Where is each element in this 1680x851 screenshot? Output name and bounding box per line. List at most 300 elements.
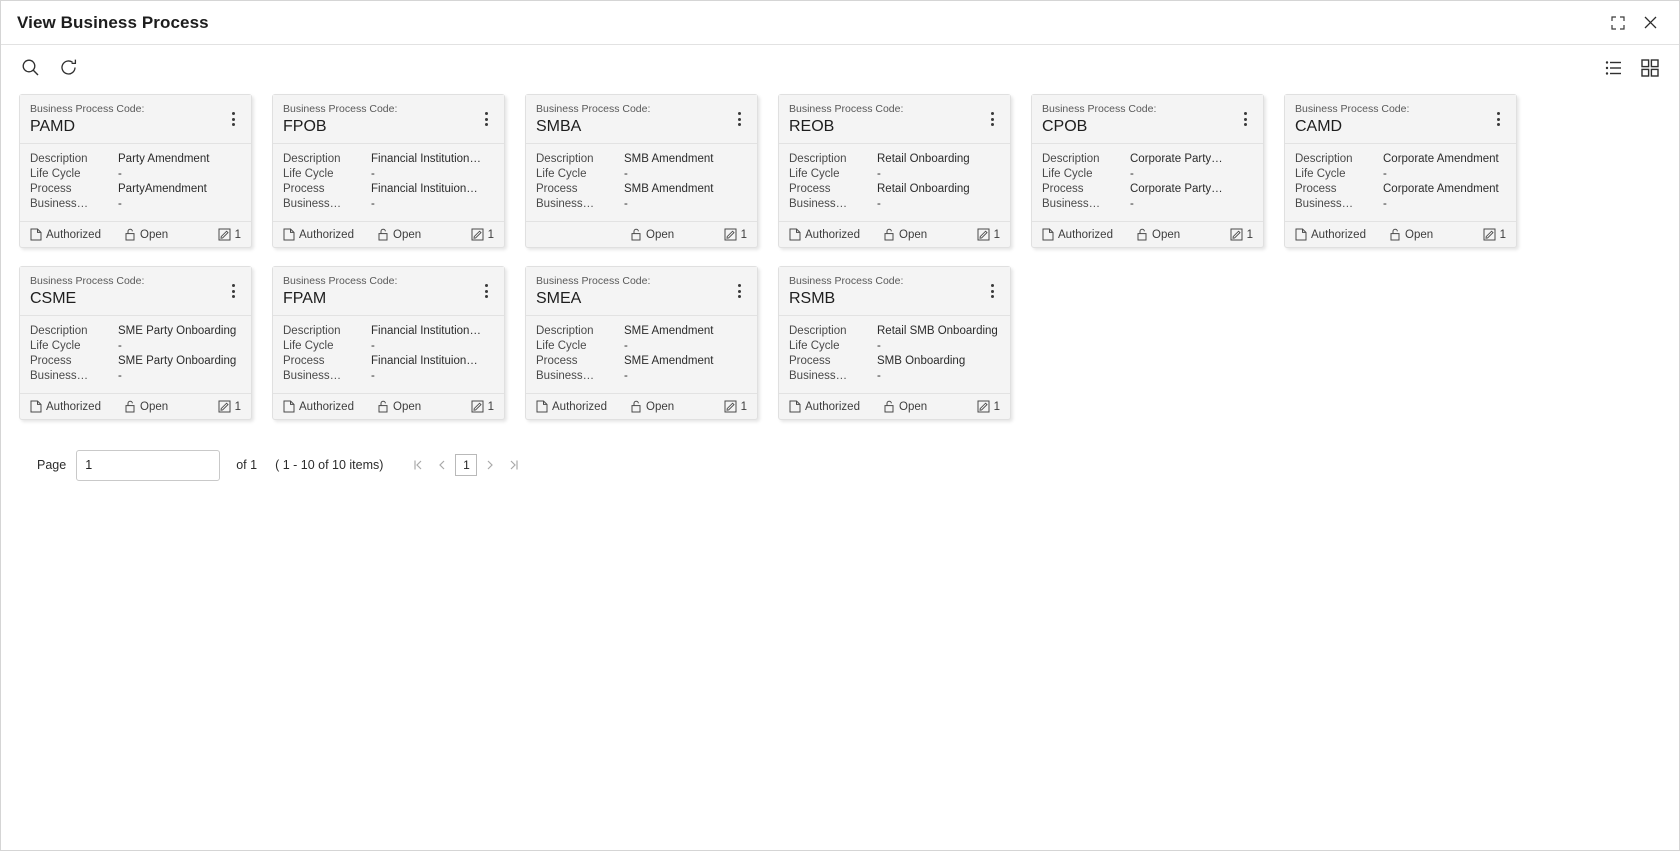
- field-label: Process: [536, 355, 578, 367]
- document-icon: [789, 228, 801, 241]
- card-field-description: [789, 324, 1000, 339]
- field-label: Description: [1295, 153, 1353, 165]
- card-menu-icon[interactable]: [984, 106, 1000, 132]
- card-field-description: [283, 324, 494, 339]
- page-number-1[interactable]: 1: [455, 454, 477, 476]
- field-value: SMB Amendment: [624, 153, 714, 165]
- field-label: Business…: [789, 198, 848, 210]
- card-body: [1285, 144, 1516, 222]
- card-code-value: CSME: [30, 290, 77, 307]
- card-field-description: [789, 152, 1000, 167]
- card-code-value: FPAM: [283, 290, 327, 307]
- record-state: [120, 400, 212, 413]
- card-field-life-cycle: [789, 167, 1000, 182]
- field-label: Process: [1295, 183, 1337, 195]
- field-label: Process: [789, 355, 831, 367]
- card-field-description: [30, 324, 241, 339]
- modification-count: [1483, 228, 1506, 241]
- card-header-texts: [536, 102, 731, 137]
- edit-icon: [724, 400, 737, 413]
- items-count-label: ( 1 - 10 of 10 items): [275, 458, 384, 472]
- field-label: Business…: [283, 370, 342, 382]
- document-icon: [30, 400, 42, 413]
- field-value: Corporate Amendment: [1383, 183, 1499, 195]
- field-label: Life Cycle: [30, 340, 81, 352]
- unlock-icon: [1389, 228, 1401, 241]
- card-code-label: Business Process Code:: [283, 275, 398, 287]
- field-value: Corporate Party…: [1130, 153, 1223, 165]
- card-code-label: Business Process Code:: [30, 275, 145, 287]
- window-titlebar: [1, 1, 1679, 45]
- card-header: [273, 95, 504, 144]
- card-field-business: [536, 369, 747, 384]
- field-label: Description: [1042, 153, 1100, 165]
- field-label: Description: [789, 153, 847, 165]
- mod-count-label: 1: [993, 228, 1000, 241]
- record-state: [1385, 228, 1477, 241]
- card-footer: [779, 222, 1010, 247]
- card-field-description: [536, 152, 747, 167]
- page-total-label: of 1: [236, 458, 258, 472]
- card-field-business: [1295, 197, 1506, 212]
- page-input[interactable]: [76, 450, 220, 481]
- card-code-value: FPOB: [283, 118, 327, 135]
- status-badge: [30, 400, 114, 413]
- grid-view-icon[interactable]: [1639, 57, 1661, 79]
- modification-count: [724, 228, 747, 241]
- field-value: -: [1383, 168, 1387, 180]
- field-value: -: [624, 168, 628, 180]
- edit-icon: [471, 400, 484, 413]
- status-badge: [283, 228, 367, 241]
- document-icon: [283, 400, 295, 413]
- field-value: Retail SMB Onboarding: [877, 325, 998, 337]
- business-process-card[interactable]: [19, 266, 252, 420]
- card-body: [779, 316, 1010, 394]
- toolbar-right-group: [1603, 57, 1661, 79]
- field-value: SME Party Onboarding: [118, 325, 237, 337]
- card-code-value: SMEA: [536, 290, 582, 307]
- card-header-texts: [30, 274, 225, 309]
- field-value: -: [371, 370, 375, 382]
- card-field-process: [1295, 182, 1506, 197]
- mod-count-label: 1: [740, 400, 747, 413]
- card-header-texts: [1042, 102, 1237, 137]
- card-header: [1032, 95, 1263, 144]
- edit-icon: [724, 228, 737, 241]
- card-field-life-cycle: [1042, 167, 1253, 182]
- card-footer: [526, 222, 757, 247]
- card-header-texts: [1295, 102, 1490, 137]
- edit-icon: [471, 228, 484, 241]
- status-badge: [789, 228, 873, 241]
- card-header: [526, 95, 757, 144]
- status-label: Authorized: [299, 228, 354, 241]
- next-page-icon[interactable]: [479, 454, 501, 476]
- document-icon: [1295, 228, 1307, 241]
- field-value: PartyAmendment: [118, 183, 207, 195]
- field-value: -: [371, 198, 375, 210]
- field-value: -: [118, 340, 122, 352]
- field-value: Financial Instituion…: [371, 355, 478, 367]
- card-field-business: [283, 197, 494, 212]
- field-label: Business…: [30, 370, 89, 382]
- field-label: Life Cycle: [1295, 168, 1346, 180]
- business-process-card[interactable]: [19, 94, 252, 248]
- field-value: Corporate Party…: [1130, 183, 1223, 195]
- modification-count: [1230, 228, 1253, 241]
- unlock-icon: [377, 228, 389, 241]
- status-label: Authorized: [805, 400, 860, 413]
- card-menu-icon[interactable]: [1237, 106, 1253, 132]
- field-value: -: [877, 198, 881, 210]
- card-field-description: [30, 152, 241, 167]
- card-code-label: Business Process Code:: [283, 103, 398, 115]
- card-field-description: [1042, 152, 1253, 167]
- card-header: [526, 267, 757, 316]
- card-code-value: REOB: [789, 118, 835, 135]
- unlock-icon: [124, 228, 136, 241]
- edit-icon: [218, 228, 231, 241]
- state-label: Open: [899, 400, 928, 413]
- unlock-icon: [1136, 228, 1148, 241]
- field-value: -: [624, 370, 628, 382]
- status-label: Authorized: [299, 400, 354, 413]
- card-code-label: Business Process Code:: [536, 275, 651, 287]
- card-body: [20, 144, 251, 222]
- restore-icon[interactable]: [1605, 10, 1631, 36]
- state-label: Open: [393, 228, 422, 241]
- card-header: [779, 267, 1010, 316]
- card-footer: [273, 222, 504, 247]
- field-value: -: [877, 370, 881, 382]
- modification-count: [471, 400, 494, 413]
- field-label: Business…: [536, 370, 595, 382]
- card-body: [273, 316, 504, 394]
- card-code-label: Business Process Code:: [789, 275, 904, 287]
- card-code-label: Business Process Code:: [30, 103, 145, 115]
- status-badge: [1042, 228, 1126, 241]
- card-field-life-cycle: [30, 339, 241, 354]
- card-code-value: RSMB: [789, 290, 836, 307]
- card-footer: [273, 394, 504, 419]
- card-code-label: Business Process Code:: [536, 103, 651, 115]
- card-menu-icon[interactable]: [1490, 106, 1506, 132]
- search-icon[interactable]: [19, 57, 41, 79]
- field-value: -: [1130, 198, 1134, 210]
- field-label: Description: [283, 325, 341, 337]
- field-label: Description: [30, 153, 88, 165]
- card-field-business: [789, 197, 1000, 212]
- modification-count: [218, 400, 241, 413]
- card-body: [526, 316, 757, 394]
- status-badge: [283, 400, 367, 413]
- card-field-business: [536, 197, 747, 212]
- edit-icon: [218, 400, 231, 413]
- field-label: Process: [789, 183, 831, 195]
- record-state: [373, 228, 465, 241]
- first-page-icon[interactable]: [407, 454, 429, 476]
- field-value: Retail Onboarding: [877, 153, 970, 165]
- field-value: SME Party Onboarding: [118, 355, 237, 367]
- field-label: Process: [283, 355, 325, 367]
- card-field-life-cycle: [536, 339, 747, 354]
- card-menu-icon[interactable]: [984, 278, 1000, 304]
- field-label: Business…: [789, 370, 848, 382]
- card-menu-icon[interactable]: [478, 278, 494, 304]
- edit-icon: [977, 228, 990, 241]
- record-state: [120, 228, 212, 241]
- card-field-process: [283, 354, 494, 369]
- field-value: -: [371, 168, 375, 180]
- card-footer: [20, 222, 251, 247]
- status-label: Authorized: [1058, 228, 1113, 241]
- card-body: [526, 144, 757, 222]
- status-badge: [536, 400, 620, 413]
- status-badge: [30, 228, 114, 241]
- state-label: Open: [393, 400, 422, 413]
- field-value: -: [624, 340, 628, 352]
- field-label: Life Cycle: [789, 340, 840, 352]
- field-label: Business…: [1042, 198, 1101, 210]
- list-view-icon[interactable]: [1603, 57, 1625, 79]
- card-field-process: [283, 182, 494, 197]
- document-icon: [283, 228, 295, 241]
- card-field-process: [789, 182, 1000, 197]
- card-header: [273, 267, 504, 316]
- card-header: [1285, 95, 1516, 144]
- field-value: SME Amendment: [624, 325, 714, 337]
- state-label: Open: [646, 228, 675, 241]
- field-label: Life Cycle: [283, 168, 334, 180]
- card-header-texts: [30, 102, 225, 137]
- card-field-business: [1042, 197, 1253, 212]
- field-value: SMB Amendment: [624, 183, 714, 195]
- business-process-card[interactable]: [1031, 94, 1264, 248]
- modification-count: [471, 228, 494, 241]
- state-label: Open: [140, 228, 169, 241]
- card-field-life-cycle: [283, 339, 494, 354]
- status-label: Authorized: [552, 400, 607, 413]
- card-field-process: [1042, 182, 1253, 197]
- field-label: Business…: [536, 198, 595, 210]
- status-badge: [1295, 228, 1379, 241]
- document-icon: [30, 228, 42, 241]
- close-icon[interactable]: [1637, 10, 1663, 36]
- card-body: [1032, 144, 1263, 222]
- field-label: Business…: [1295, 198, 1354, 210]
- field-label: Business…: [283, 198, 342, 210]
- card-body: [20, 316, 251, 394]
- field-label: Description: [30, 325, 88, 337]
- field-value: Corporate Amendment: [1383, 153, 1499, 165]
- business-process-card[interactable]: [525, 94, 758, 248]
- field-label: Process: [536, 183, 578, 195]
- field-label: Life Cycle: [30, 168, 81, 180]
- card-header-texts: [789, 102, 984, 137]
- card-field-process: [30, 354, 241, 369]
- field-value: -: [1130, 168, 1134, 180]
- edit-icon: [1230, 228, 1243, 241]
- field-label: Process: [30, 183, 72, 195]
- card-field-description: [536, 324, 747, 339]
- record-state: [879, 400, 971, 413]
- field-value: -: [118, 370, 122, 382]
- mod-count-label: 1: [1246, 228, 1253, 241]
- field-label: Life Cycle: [1042, 168, 1093, 180]
- field-label: Life Cycle: [283, 340, 334, 352]
- card-field-description: [283, 152, 494, 167]
- card-field-life-cycle: [283, 167, 494, 182]
- card-field-business: [30, 369, 241, 384]
- field-value: SMB Onboarding: [877, 355, 966, 367]
- card-field-life-cycle: [1295, 167, 1506, 182]
- card-header: [20, 95, 251, 144]
- field-label: Process: [283, 183, 325, 195]
- field-label: Life Cycle: [536, 168, 587, 180]
- field-label: Life Cycle: [789, 168, 840, 180]
- card-footer: [1032, 222, 1263, 247]
- edit-icon: [977, 400, 990, 413]
- field-value: -: [118, 198, 122, 210]
- mod-count-label: 1: [993, 400, 1000, 413]
- field-value: Party Amendment: [118, 153, 210, 165]
- field-value: Retail Onboarding: [877, 183, 970, 195]
- business-process-card[interactable]: [1284, 94, 1517, 248]
- card-code-label: Business Process Code:: [1042, 103, 1157, 115]
- pagination-controls: [407, 454, 525, 476]
- field-value: -: [1383, 198, 1387, 210]
- state-label: Open: [1152, 228, 1181, 241]
- card-field-process: [789, 354, 1000, 369]
- field-value: -: [371, 340, 375, 352]
- unlock-icon: [883, 228, 895, 241]
- pagination-bar: [19, 420, 1661, 494]
- card-code-value: CPOB: [1042, 118, 1088, 135]
- business-process-card[interactable]: [778, 94, 1011, 248]
- unlock-icon: [883, 400, 895, 413]
- status-label: Authorized: [46, 228, 101, 241]
- field-value: -: [624, 198, 628, 210]
- card-menu-icon[interactable]: [478, 106, 494, 132]
- record-state: [626, 400, 718, 413]
- card-field-life-cycle: [536, 167, 747, 182]
- field-value: -: [877, 340, 881, 352]
- state-label: Open: [899, 228, 928, 241]
- card-code-value: PAMD: [30, 118, 76, 135]
- card-header: [20, 267, 251, 316]
- field-value: -: [877, 168, 881, 180]
- status-label: Authorized: [46, 400, 101, 413]
- edit-icon: [1483, 228, 1496, 241]
- field-label: Process: [30, 355, 72, 367]
- card-footer: [1285, 222, 1516, 247]
- unlock-icon: [124, 400, 136, 413]
- card-field-process: [30, 182, 241, 197]
- card-body: [779, 144, 1010, 222]
- field-value: Financial Institution…: [371, 325, 481, 337]
- state-label: Open: [140, 400, 169, 413]
- card-header: [779, 95, 1010, 144]
- modification-count: [977, 228, 1000, 241]
- record-state: [879, 228, 971, 241]
- card-field-process: [536, 182, 747, 197]
- card-field-life-cycle: [30, 167, 241, 182]
- cards-content-area: [1, 90, 1679, 850]
- status-label: Authorized: [1311, 228, 1366, 241]
- card-header-texts: [536, 274, 731, 309]
- card-footer: [526, 394, 757, 419]
- field-value: -: [118, 168, 122, 180]
- toolbar-left-group: [19, 57, 79, 79]
- mod-count-label: 1: [234, 228, 241, 241]
- modification-count: [977, 400, 1000, 413]
- card-menu-icon[interactable]: [225, 106, 241, 132]
- modification-count: [218, 228, 241, 241]
- mod-count-label: 1: [487, 400, 494, 413]
- card-header-texts: [283, 274, 478, 309]
- record-state: [626, 228, 718, 241]
- field-value: Financial Instituion…: [371, 183, 478, 195]
- field-label: Process: [1042, 183, 1084, 195]
- card-code-label: Business Process Code:: [1295, 103, 1410, 115]
- state-label: Open: [646, 400, 675, 413]
- record-state: [373, 400, 465, 413]
- field-label: Life Cycle: [536, 340, 587, 352]
- card-menu-icon[interactable]: [731, 106, 747, 132]
- business-process-card[interactable]: [778, 266, 1011, 420]
- prev-page-icon[interactable]: [431, 454, 453, 476]
- card-header-texts: [283, 102, 478, 137]
- card-field-process: [536, 354, 747, 369]
- last-page-icon[interactable]: [503, 454, 525, 476]
- field-label: Description: [536, 153, 594, 165]
- card-field-business: [789, 369, 1000, 384]
- card-menu-icon[interactable]: [225, 278, 241, 304]
- record-state: [1132, 228, 1224, 241]
- field-label: Description: [536, 325, 594, 337]
- document-icon: [1042, 228, 1054, 241]
- state-label: Open: [1405, 228, 1434, 241]
- card-field-business: [30, 197, 241, 212]
- field-label: Description: [789, 325, 847, 337]
- card-header-texts: [789, 274, 984, 309]
- document-icon: [789, 400, 801, 413]
- card-code-value: CAMD: [1295, 118, 1343, 135]
- document-icon: [536, 400, 548, 413]
- field-value: SME Amendment: [624, 355, 714, 367]
- toolbar: [1, 45, 1679, 90]
- card-menu-icon[interactable]: [731, 278, 747, 304]
- mod-count-label: 1: [234, 400, 241, 413]
- card-code-label: Business Process Code:: [789, 103, 904, 115]
- mod-count-label: 1: [487, 228, 494, 241]
- unlock-icon: [630, 228, 642, 241]
- card-body: [273, 144, 504, 222]
- page-title: View Business Process: [17, 12, 209, 32]
- unlock-icon: [630, 400, 642, 413]
- card-field-business: [283, 369, 494, 384]
- refresh-icon[interactable]: [57, 57, 79, 79]
- business-process-card[interactable]: [272, 94, 505, 248]
- card-code-value: SMBA: [536, 118, 582, 135]
- business-process-card[interactable]: [272, 266, 505, 420]
- field-value: Financial Institution…: [371, 153, 481, 165]
- mod-count-label: 1: [1499, 228, 1506, 241]
- card-field-description: [1295, 152, 1506, 167]
- card-footer: [779, 394, 1010, 419]
- business-process-card[interactable]: [525, 266, 758, 420]
